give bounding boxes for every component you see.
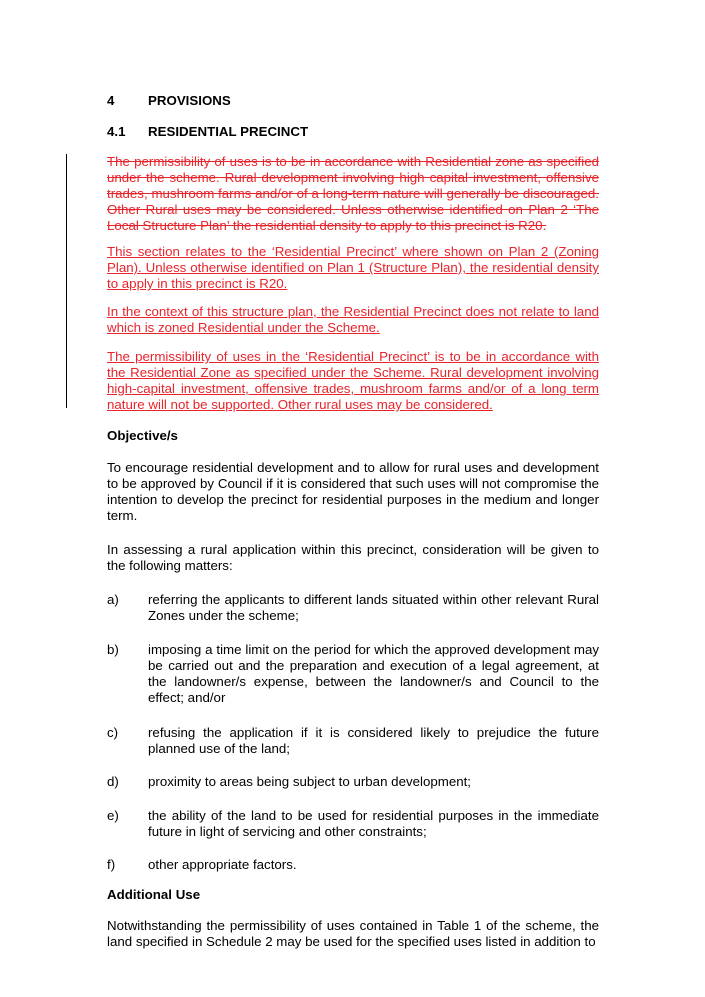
- inserted-paragraph-1: This section relates to the ‘Residential Precinct’ where shown on Plan 2 (Zoning Plan). Unless otherwise identified on Plan 1 (Structure Plan), the residential density to apply in this precinct is R20.: [107, 244, 599, 291]
- list-item-text: other appropriate factors.: [148, 857, 297, 872]
- list-item: [107, 857, 599, 873]
- list-item-label: a): [107, 592, 119, 607]
- list-item-text: referring the applicants to different lands situated within other relevant Rural Zones under the scheme;: [148, 592, 599, 623]
- deleted-paragraph: The permissibility of uses is to be in accordance with Residential zone as specified under the scheme. Rural development involving high capital investment, offensive trades, mushroom farms and/or of a long-term nature will generally be discouraged. Other Rural uses may be considered. Unless otherwise identified on Plan 2 ‘The Local Structure Plan’ the residential density to apply to this precinct is R20.: [107, 154, 599, 233]
- list-item-text: proximity to areas being subject to urban development;: [148, 774, 472, 789]
- revision-change-bar: [66, 154, 67, 408]
- list-item-text: the ability of the land to be used for residential purposes in the immediate future in light of servicing and other constraints;: [148, 808, 599, 839]
- assessing-paragraph: In assessing a rural application within this precinct, consideration will be given to the following matters:: [107, 542, 599, 573]
- list-item-label: e): [107, 808, 119, 823]
- inserted-paragraph-3: The permissibility of uses in the ‘Residential Precinct’ is to be in accordance with the Residential Zone as specified under the Scheme. Rural development involving high-capital investment, offensive trades, mushroom farms and/or of a long term nature will not be supported. Other rural uses may be considered.: [107, 349, 599, 412]
- subsection-title: RESIDENTIAL PRECINCT: [148, 124, 309, 139]
- list-item-text: refusing the application if it is considered likely to prejudice the future planned use of the land;: [148, 725, 599, 756]
- list-item: [107, 725, 599, 757]
- list-item-label: f): [107, 857, 116, 872]
- inserted-paragraph-2: In the context of this structure plan, the Residential Precinct does not relate to land which is zoned Residential under the Scheme.: [107, 304, 599, 335]
- additional-use-heading: Additional Use: [107, 887, 201, 902]
- list-item: [107, 642, 599, 706]
- list-item: [107, 592, 599, 624]
- objectives-intro: To encourage residential development and to allow for rural uses and development to be approved by Council if it is considered that such uses will not compromise the intention to develop the precinct for residential purposes in the medium and longer term.: [107, 460, 599, 523]
- list-item-label: d): [107, 774, 119, 789]
- objectives-heading: Objective/s: [107, 428, 178, 443]
- list-item: [107, 774, 599, 790]
- list-item-text: imposing a time limit on the period for which the approved development may be carried out and the preparation and execution of a legal agreement, at the landowner/s expense, between the landowner/s and Council to the effect; and/or: [148, 642, 599, 705]
- list-item-label: b): [107, 642, 119, 657]
- section-title: PROVISIONS: [148, 93, 231, 108]
- subsection-number: 4.1: [107, 124, 126, 139]
- additional-use-paragraph: Notwithstanding the permissibility of uses contained in Table 1 of the scheme, the land specified in Schedule 2 may be used for the specified uses listed in addition to: [107, 918, 599, 949]
- section-number: 4: [107, 93, 115, 108]
- list-item-label: c): [107, 725, 119, 740]
- list-item: [107, 808, 599, 840]
